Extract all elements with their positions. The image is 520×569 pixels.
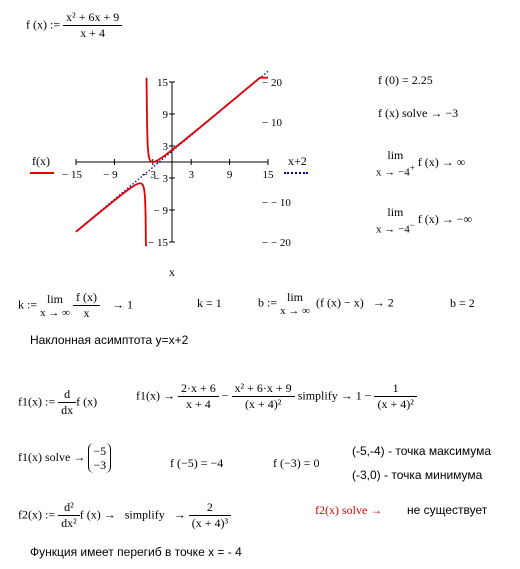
- plot-x-label: x: [169, 265, 175, 279]
- lim-sup: +: [409, 163, 415, 173]
- minus-sign: −: [221, 388, 229, 403]
- frac-num: 2·x + 6: [178, 381, 219, 397]
- k-def: k :=: [18, 297, 38, 312]
- plot-labels: [62, 77, 291, 249]
- k-limit[interactable]: [18, 290, 133, 321]
- f2-solve-label[interactable]: f2(x) solve →: [315, 503, 383, 517]
- solution-vector: [88, 443, 111, 473]
- solve-result[interactable]: f (x) solve → −3: [378, 106, 459, 120]
- f2-result: [189, 500, 231, 531]
- lim-word: lim: [387, 205, 404, 219]
- b-def: b :=: [258, 295, 278, 310]
- asymptote-note: Наклонная асимптота y=x+2: [30, 333, 189, 347]
- vector-item: −5: [93, 444, 107, 458]
- min-note: (-3,0) - точка минимума: [352, 468, 483, 482]
- legend-asym-label: x+2: [288, 154, 307, 168]
- frac-num: 1: [374, 381, 416, 397]
- d-num: d²: [58, 500, 80, 516]
- function-definition[interactable]: [26, 10, 122, 41]
- b-result: → 2: [372, 295, 394, 310]
- b-expr: (f (x) − x): [315, 295, 364, 310]
- f0-result[interactable]: f (0) = 2.25: [378, 73, 433, 87]
- y2-tick-label: − − 10: [262, 197, 291, 209]
- arrow: →: [173, 507, 186, 522]
- f2-solve-result: не существует: [407, 503, 488, 517]
- k-result: → 1: [111, 297, 133, 312]
- f-left-branch: [76, 183, 146, 246]
- y-tick-label: 15: [157, 77, 168, 89]
- conclusion-text: Функция имеет перегиб в точке x = - 4: [30, 545, 242, 559]
- frac-den: x + 4: [185, 397, 211, 411]
- x-tick-label: 9: [226, 169, 233, 181]
- k-value[interactable]: k = 1: [197, 296, 222, 310]
- function-plot[interactable]: [0, 70, 330, 280]
- k-den: x: [83, 306, 90, 320]
- frac-den: (x + 4)³: [191, 516, 229, 530]
- limit-plus-op: [376, 148, 415, 179]
- func-fraction: [63, 10, 122, 41]
- f1-frac2: [232, 381, 295, 412]
- func-numerator: x² + 6x + 9: [63, 10, 122, 26]
- limit-plus[interactable]: [376, 148, 465, 179]
- frac-num: x² + 6·x + 9: [232, 381, 295, 397]
- legend-f: [32, 154, 50, 169]
- legend-asym: [288, 154, 307, 169]
- y2-tick-label: − 20: [262, 77, 282, 89]
- y-tick-label: − 9: [153, 205, 168, 217]
- frac-num: 2: [189, 500, 231, 516]
- lim-sub: x → ∞: [40, 307, 70, 319]
- y2-tick-label: − − 20: [262, 237, 291, 249]
- x-tick-label: 15: [262, 169, 274, 181]
- simplify-keyword: simplify: [297, 388, 338, 403]
- f1-fx: f (x): [76, 394, 98, 409]
- second-derivative-op: [58, 500, 80, 531]
- lim-sub: x → ∞: [280, 305, 310, 317]
- func-lhs: f (x) :=: [26, 17, 61, 32]
- y2-tick-label: − 10: [262, 117, 282, 129]
- d-den: dx²: [61, 516, 77, 530]
- lim-word: lim: [47, 292, 64, 306]
- y-tick-label: − 15: [148, 237, 168, 249]
- f-at-minus5[interactable]: f (−5) = −4: [170, 456, 224, 470]
- func-denominator: x + 4: [80, 26, 106, 40]
- f1-frac1: [178, 381, 219, 412]
- b-value[interactable]: b = 2: [450, 296, 475, 310]
- lim-sub: x → −4: [376, 223, 410, 236]
- lim-sup: −: [409, 220, 415, 230]
- f1-solve-label: f1(x) solve →: [18, 449, 86, 464]
- legend-f-label: f(x): [32, 154, 50, 168]
- derivative-op: [58, 387, 76, 418]
- y-tick-label: − 3: [153, 173, 168, 185]
- arrow: → 1 −: [340, 388, 372, 403]
- frac-den: (x + 4)²: [244, 397, 282, 411]
- f1-definition[interactable]: [18, 387, 97, 418]
- k-fraction: [73, 290, 100, 321]
- x-tick-label: − 3: [141, 169, 157, 181]
- legend-f-line: [30, 172, 54, 174]
- limit-plus-expr: f (x) → ∞: [417, 155, 466, 170]
- d-den: dx: [61, 403, 74, 417]
- limit-minus-expr: f (x) → −∞: [417, 212, 473, 227]
- f1-frac3: [374, 381, 416, 412]
- vector-item: −3: [93, 458, 107, 472]
- d-num: d: [58, 387, 76, 403]
- f1-eval-lhs: f1(x) →: [136, 388, 175, 403]
- simplify-keyword: simplify: [124, 507, 165, 522]
- x-tick-label: 3: [188, 169, 194, 181]
- f1-solve[interactable]: [18, 443, 111, 473]
- frac-den: (x + 4)²: [377, 397, 414, 411]
- max-note: (-5,-4) - точка максимума: [352, 444, 492, 458]
- b-limit[interactable]: [258, 290, 394, 317]
- f-at-minus3[interactable]: f (−3) = 0: [273, 456, 320, 470]
- lim-word: lim: [287, 290, 304, 304]
- plot-axes: [76, 82, 268, 242]
- limit-minus[interactable]: [376, 205, 472, 236]
- b-lim-op: [280, 290, 310, 317]
- y-tick-label: 9: [162, 109, 168, 121]
- x-tick-label: − 9: [103, 169, 118, 181]
- f2-def-lhs: f2(x) :=: [18, 507, 56, 522]
- x-tick-label: − 15: [62, 169, 82, 181]
- k-num: f (x): [73, 290, 100, 306]
- k-lim-op: [40, 292, 70, 319]
- f1-evaluation[interactable]: [136, 381, 417, 412]
- f2-fx: f (x) →: [79, 507, 116, 522]
- lim-word: lim: [387, 148, 404, 162]
- lim-sub: x → −4: [376, 166, 410, 179]
- legend-asym-line: [284, 172, 308, 174]
- y-tick-label: 3: [162, 141, 168, 153]
- limit-minus-op: [376, 205, 415, 236]
- f1-def-lhs: f1(x) :=: [18, 394, 56, 409]
- f2-definition[interactable]: [18, 500, 231, 531]
